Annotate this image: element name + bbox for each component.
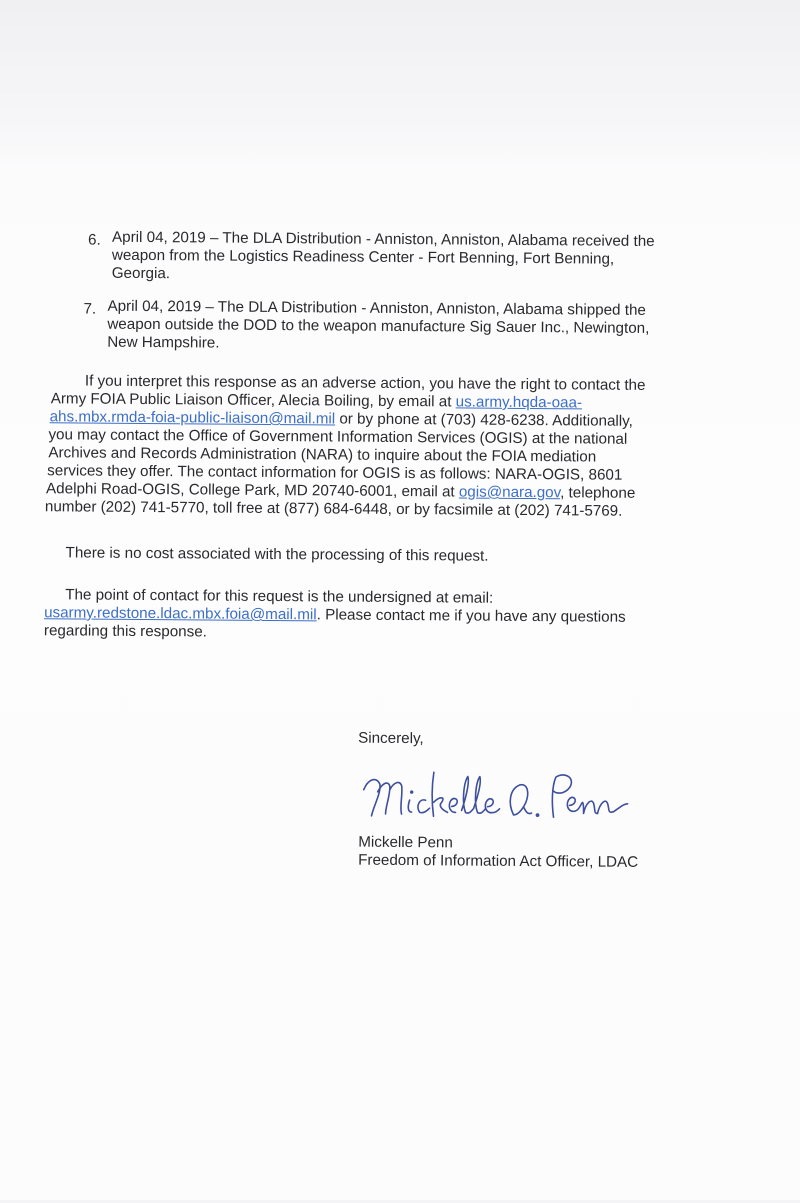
appeal-line-7-tail: , telephone: [560, 484, 636, 502]
contact-line-3: regarding this response.: [43, 622, 207, 641]
cost-statement: There is no cost associated with the processing of this request.: [65, 544, 489, 565]
appeal-line-6: services they offer. The contact information for OGIS is as follows: NARA-OGIS, 8601: [47, 462, 623, 484]
item-6-line-2: weapon from the Logistics Readiness Center - Fort Benning, Fort Benning,: [111, 246, 615, 268]
contact-line-2-tail: . Please contact me if you have any questions: [316, 606, 626, 626]
appeal-line-5: Archives and Records Administration (NARA) to inquire about the FOIA mediation: [48, 444, 597, 466]
signature: [357, 762, 648, 834]
salutation: Sincerely,: [358, 729, 424, 748]
item-7-line-1: April 04, 2019 – The DLA Distribution - Anniston, Anniston, Alabama shipped the: [107, 297, 646, 319]
liaison-email-link[interactable]: us.army.hqda-oaa-: [455, 393, 583, 412]
item-7-line-2: weapon outside the DOD to the weapon manufacture Sig Sauer Inc., Newington,: [107, 315, 650, 337]
appeal-line-1: If you interpret this response as an adverse action, you have the right to contact the: [84, 372, 646, 394]
appeal-line-2-text: Army FOIA Public Liaison Officer, Alecia Boiling, by email at: [50, 390, 456, 411]
signer-name: Mickelle Penn: [358, 833, 453, 852]
item-number: 6.: [87, 231, 101, 249]
ogis-email-link[interactable]: ogis@nara.gov: [458, 483, 561, 502]
foia-contact-email-link[interactable]: usarmy.redstone.ldac.mbx.foia@mail.mil: [44, 604, 317, 624]
appeal-line-7-text: Adelphi Road-OGIS, College Park, MD 20740-6001, email at: [46, 480, 459, 501]
item-number: 7.: [83, 300, 97, 318]
contact-line-1: The point of contact for this request is the undersigned at email:: [65, 586, 494, 607]
item-6-line-1: April 04, 2019 – The DLA Distribution - Anniston, Anniston, Alabama received the: [111, 228, 655, 250]
item-7-line-3: New Hampshire.: [107, 333, 220, 352]
appeal-line-3-text: or by phone at (703) 428-6238. Additionally,: [335, 410, 633, 430]
appeal-line-8: number (202) 741-5770, toll free at (877) 684-6448, or by facsimile at (202) 741-5769.: [44, 498, 623, 520]
item-6-line-3: Georgia.: [111, 264, 171, 283]
liaison-email-link[interactable]: ahs.mbx.rmda-foia-public-liaison@mail.mil: [49, 408, 336, 428]
signer-title: Freedom of Information Act Officer, LDAC: [358, 851, 639, 871]
appeal-line-4: you may contact the Office of Government Information Services (OGIS) at the national: [48, 426, 628, 448]
